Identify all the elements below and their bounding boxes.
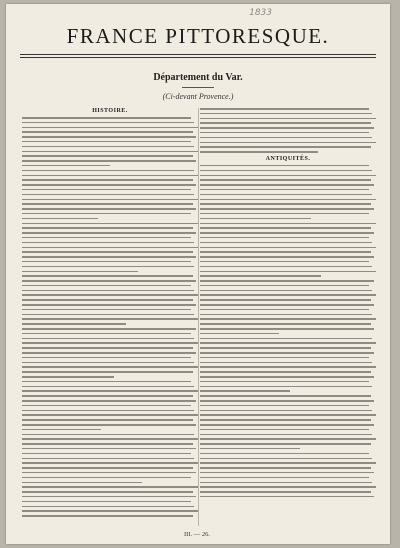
text-line (22, 410, 194, 412)
title-divider (20, 54, 376, 58)
text-line (22, 381, 191, 383)
text-line (200, 170, 372, 172)
text-line (200, 352, 374, 354)
text-line (22, 477, 191, 479)
text-line (22, 400, 196, 402)
text-line (200, 285, 369, 287)
text-line (22, 146, 194, 148)
text-line (200, 184, 374, 186)
text-line (200, 304, 374, 306)
text-line (200, 127, 374, 129)
text-line (200, 146, 371, 148)
text-line (200, 199, 376, 201)
text-line (200, 108, 369, 110)
text-line (22, 429, 101, 431)
text-line (200, 266, 372, 268)
text-line (22, 208, 196, 210)
text-line (200, 338, 372, 340)
page-number: III. — 26. (184, 531, 210, 538)
text-line (22, 323, 126, 325)
text-line (200, 347, 371, 349)
text-line (22, 151, 198, 153)
text-line (200, 438, 376, 440)
text-line (200, 309, 369, 311)
text-line (200, 179, 371, 181)
text-line (22, 136, 196, 138)
text-line (200, 299, 371, 301)
text-line (200, 113, 372, 115)
text-line (22, 275, 193, 277)
text-line (200, 151, 318, 153)
text-line (22, 390, 198, 392)
text-line (22, 309, 191, 311)
text-line (200, 142, 376, 144)
text-line (22, 160, 196, 162)
text-line (200, 122, 371, 124)
text-line (22, 342, 198, 344)
text-line (200, 223, 376, 225)
text-line (22, 486, 198, 488)
text-line (200, 381, 369, 383)
text-line (22, 290, 194, 292)
text-line (200, 132, 369, 134)
text-line (200, 328, 374, 330)
text-line (22, 357, 191, 359)
text-line (22, 170, 194, 172)
text-line (200, 290, 372, 292)
journal-title: FRANCE PITTORESQUE. (66, 24, 330, 48)
text-line (22, 314, 194, 316)
text-line (22, 213, 191, 215)
text-line (22, 376, 114, 378)
text-line (200, 256, 374, 258)
text-line (22, 366, 198, 368)
left-column-text (22, 117, 198, 517)
text-line (22, 218, 98, 220)
text-line (22, 223, 198, 225)
text-line (200, 323, 371, 325)
text-line (22, 438, 198, 440)
text-line (22, 165, 110, 167)
text-line (200, 472, 374, 474)
text-line (200, 194, 372, 196)
text-line (22, 127, 198, 129)
text-line (200, 314, 372, 316)
text-line (22, 434, 194, 436)
text-line (200, 203, 371, 205)
text-line (22, 472, 196, 474)
text-line (22, 304, 196, 306)
text-line (22, 453, 191, 455)
text-line (200, 333, 279, 335)
text-line (22, 371, 193, 373)
text-line (200, 395, 371, 397)
right-column-text-top (200, 108, 376, 153)
text-line (22, 141, 191, 143)
text-line (22, 155, 193, 157)
text-line (22, 122, 194, 124)
text-line (22, 131, 193, 133)
text-line (200, 429, 369, 431)
text-line (200, 371, 371, 373)
left-column (22, 108, 198, 520)
text-line (22, 338, 194, 340)
text-line (22, 491, 193, 493)
text-line (200, 414, 376, 416)
text-line (200, 165, 369, 167)
section-heading-antiquites: ANTIQUITÉS. (265, 155, 311, 162)
text-line (200, 424, 374, 426)
text-line (22, 175, 198, 177)
text-line (22, 386, 194, 388)
text-line (200, 280, 374, 282)
text-line (22, 285, 191, 287)
text-line (22, 362, 194, 364)
text-line (22, 184, 196, 186)
section-heading-histoire: HISTOIRE. (92, 108, 128, 114)
text-line (22, 347, 193, 349)
text-line (200, 175, 376, 177)
text-line (22, 405, 191, 407)
text-line (22, 419, 193, 421)
text-line (200, 453, 369, 455)
text-line (22, 189, 191, 191)
text-line (200, 386, 372, 388)
text-line (22, 482, 142, 484)
text-line (22, 194, 194, 196)
text-line (22, 242, 194, 244)
text-line (22, 467, 193, 469)
text-line (22, 271, 138, 273)
text-line (22, 458, 194, 460)
text-line (200, 486, 376, 488)
text-line (200, 496, 374, 498)
text-line (22, 251, 193, 253)
article-title: Département du Var. (153, 72, 243, 83)
text-line (200, 467, 371, 469)
right-column-text-bottom (200, 165, 376, 497)
text-line (200, 482, 372, 484)
text-line (200, 232, 374, 234)
text-line (200, 357, 369, 359)
text-line (22, 266, 194, 268)
text-line (22, 237, 191, 239)
text-line (22, 294, 198, 296)
text-line (22, 179, 193, 181)
text-line (200, 261, 369, 263)
text-line (200, 275, 321, 277)
text-line (200, 477, 369, 479)
text-line (22, 227, 193, 229)
text-line (22, 247, 198, 249)
text-line (200, 342, 376, 344)
text-line (200, 458, 372, 460)
column-divider (198, 108, 199, 526)
text-line (22, 462, 198, 464)
short-divider (182, 87, 214, 88)
text-line (22, 333, 191, 335)
text-line (200, 118, 376, 120)
document-page (6, 4, 390, 544)
text-line (200, 443, 371, 445)
text-line (22, 395, 193, 397)
text-line (200, 137, 372, 139)
text-line (200, 318, 376, 320)
text-line (22, 501, 191, 503)
text-line (22, 117, 191, 119)
text-line (22, 443, 193, 445)
text-line (22, 328, 196, 330)
text-line (22, 256, 196, 258)
text-line (200, 434, 372, 436)
text-line (22, 352, 196, 354)
text-line (22, 414, 198, 416)
text-line (22, 299, 193, 301)
text-line (200, 405, 369, 407)
text-line (22, 203, 193, 205)
text-line (200, 227, 371, 229)
text-line (200, 251, 371, 253)
text-line (200, 400, 374, 402)
text-line (200, 218, 311, 220)
right-column (200, 108, 376, 501)
text-line (200, 189, 369, 191)
text-line (200, 362, 372, 364)
text-line (200, 208, 374, 210)
text-line (200, 410, 372, 412)
text-line (22, 424, 196, 426)
text-line (22, 496, 196, 498)
text-line (22, 448, 196, 450)
text-line (22, 515, 193, 517)
text-line (200, 237, 369, 239)
text-line (200, 448, 300, 450)
text-line (200, 390, 290, 392)
text-line (22, 232, 196, 234)
handwritten-note: 1833 (249, 8, 272, 18)
text-line (200, 419, 371, 421)
text-line (22, 280, 196, 282)
text-line (200, 271, 376, 273)
text-line (200, 462, 376, 464)
text-line (200, 294, 376, 296)
article-subtitle: (Ci-devant Provence.) (162, 92, 234, 101)
text-line (200, 366, 376, 368)
text-line (22, 318, 198, 320)
text-line (200, 247, 376, 249)
text-line (22, 510, 198, 512)
text-line (200, 491, 371, 493)
text-line (22, 199, 198, 201)
text-line (200, 213, 369, 215)
text-line (200, 376, 374, 378)
text-line (200, 242, 372, 244)
text-line (22, 261, 191, 263)
text-line (22, 506, 194, 508)
